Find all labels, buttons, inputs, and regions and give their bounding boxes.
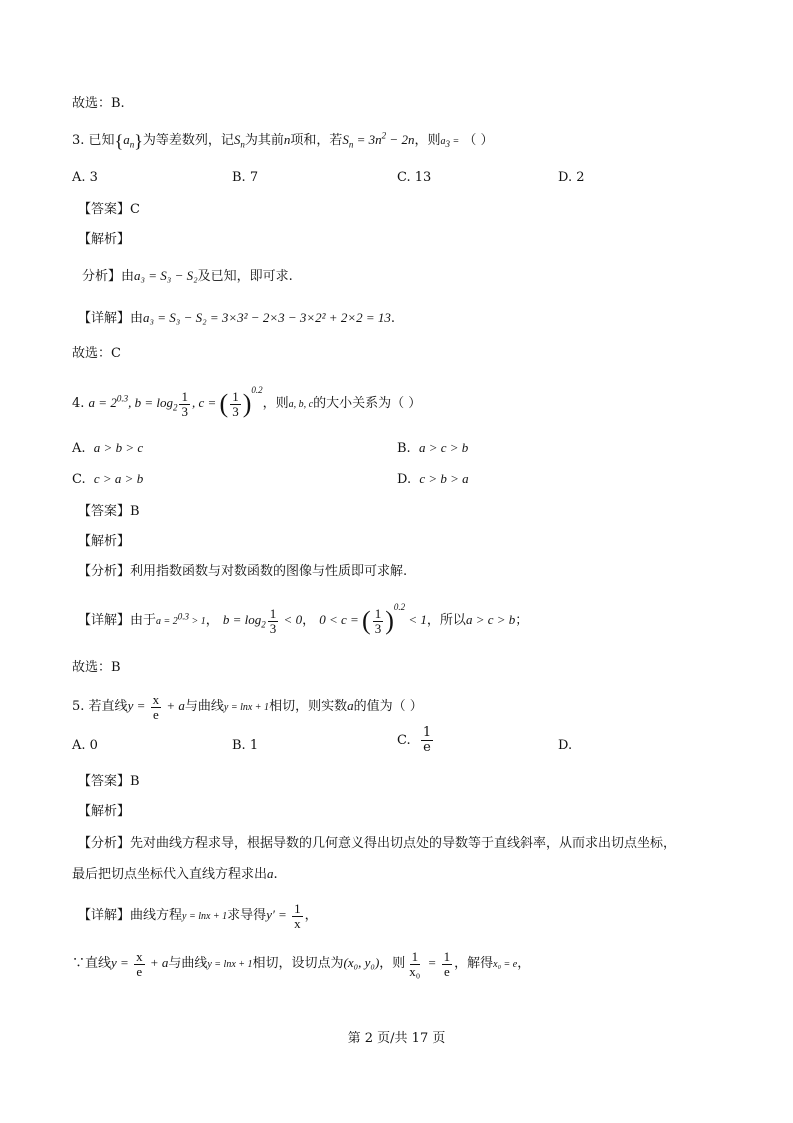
q3-analysis: 分析】由a₃ = S₃ − S₂及已知，即可求. (82, 268, 293, 284)
q3-text: ，则 (414, 133, 441, 148)
q3-analysis-label: 【解析】 (78, 232, 131, 247)
q3-a3: $a_3$ = (440, 136, 460, 149)
q3-seq: $\{a_n\}$ (114, 131, 143, 152)
q5-analysis-1: 【分析】先对曲线方程求导，根据导数的几何意义得出切点处的导数等于直线斜率，从而求出切点坐标， (78, 836, 677, 851)
q4-detail: 【详解】由于$a = 2^{0.3} > 1$， $b = \log_2$ $\frac{1}{3}$ < 0， 0 < c = ( $\frac{1}{3}$ )$^{0.2}$ < 1，所以a > c > b； (78, 602, 529, 636)
q5-option-c: C. $\frac{1}{e}$ (397, 725, 432, 755)
q3-option-c: C. 13 (397, 170, 432, 185)
q3-text: 为等差数列，记 (142, 133, 234, 148)
q4-option-d: D. c > b > a (397, 471, 469, 487)
question-3-stem (72, 130, 733, 152)
q5-analysis-label: 【解析】 (78, 804, 131, 819)
q3-option-d: D. 2 (558, 170, 585, 185)
q4-analysis: 【分析】利用指数函数与对数函数的图像与性质即可求解. (78, 564, 408, 579)
q4-answer: 【答案】B (78, 504, 140, 519)
q3-text: 为其前 (244, 133, 284, 148)
q3-conclusion: 故选：C (72, 346, 121, 361)
q4-option-a: A. a > b > c (72, 440, 144, 456)
question-4-stem: 4. $a = 2^{0.3}$, $b = \log_2$ $\frac{1}{3}$ , c = ( $\frac{1}{3}$ )$^{0.2}$，则a, b, c的大小关系为（ ） (72, 385, 422, 419)
q4-option-b: B. a > c > b (397, 440, 469, 456)
q3-option-a: A. 3 (72, 170, 98, 185)
q5-option-d: D. (558, 738, 573, 753)
q4-analysis-label: 【解析】 (78, 534, 131, 549)
q5-detail: 【详解】曲线方程y = lnx + 1求导得y′ = $\frac{1}{x}$ ， (78, 900, 318, 931)
q4-option-c: C. c > a > b (72, 471, 144, 487)
prev-answer: 故选：B. (72, 96, 125, 111)
page-footer: 第 2 页/共 17 页 (347, 1031, 446, 1046)
question-5-stem: 5. 若直线y = $\frac{x}{e}$ + a与曲线y = lnx + 1相切，则实数a的值为（ ） (72, 691, 423, 722)
q5-option-b: B. 1 (232, 738, 259, 753)
q3-n: n (283, 132, 291, 147)
q4-conclusion: 故选：B (72, 660, 121, 675)
q5-analysis-2: 最后把切点坐标代入直线方程求出a. (72, 866, 278, 882)
q3-blank: （ ） (463, 133, 494, 148)
q3-answer: 【答案】C (78, 202, 140, 217)
q3-formula: $S_n = 3n^2 - 2n$ (342, 130, 415, 150)
q5-answer: 【答案】B (78, 774, 140, 789)
q4-formula: $a = 2^{0.3}$, $b = \log_2$ $\frac{1}{3}$ , c = ( $\frac{1}{3}$ )$^{0.2}$ (88, 385, 263, 419)
q3-text: 已知 (88, 133, 115, 148)
q3-number: 3. (72, 133, 85, 148)
q3-s: $S_n$ (233, 132, 245, 150)
q3-text: 项和，若 (290, 133, 343, 148)
q5-option-a: A. 0 (72, 738, 98, 753)
q3-detail: 【详解】由a₃ = S₃ − S₂ = 3×3² − 2×3 − 3×2² + 2×2 = 13. (78, 310, 396, 326)
q5-because: ∵直线y = $\frac{x}{e}$ + a与曲线y = lnx + 1相切，设切点为(x₀, y₀)，则 $\frac{1}{\text{x₀}}$ = $\frac{1}{e}$ ，解得x₀ = e， (72, 948, 531, 979)
q5-options (72, 725, 733, 766)
q3-option-b: B. 7 (232, 170, 259, 185)
